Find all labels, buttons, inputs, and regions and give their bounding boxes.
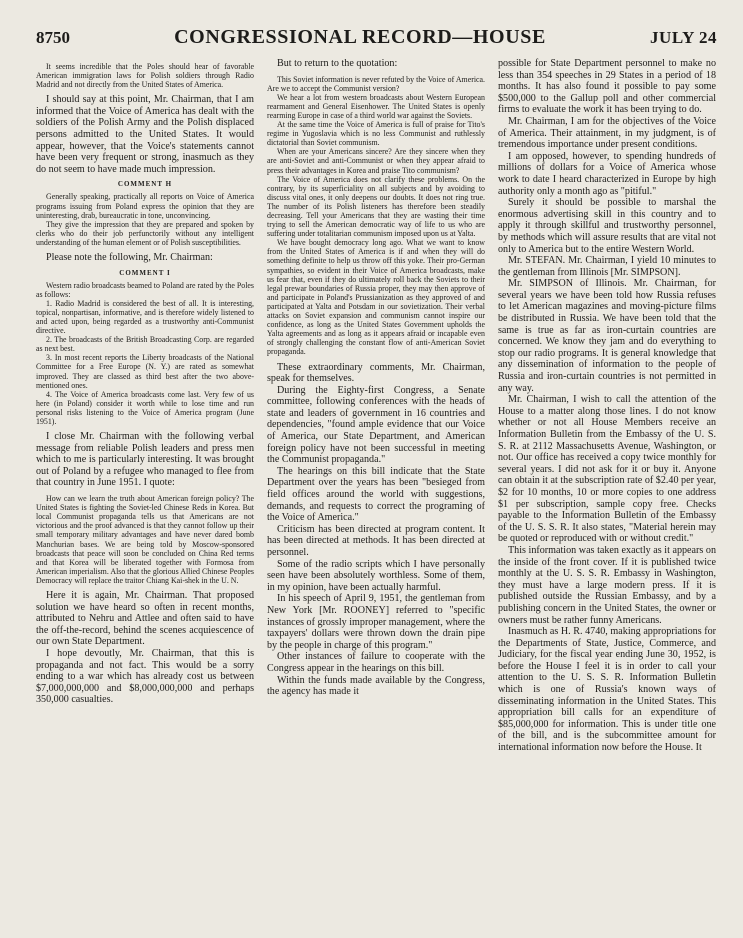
comment-heading: COMMENT I <box>119 268 171 277</box>
speech-paragraph: But to return to the quotation: <box>277 58 398 69</box>
speech-paragraph: I hope devoutly, Mr. Chairman, that this is propaganda and not fact. This would be a sorry ending to a war which has already cost us between $7,000,000,000 and $8,000,000,000 and perhaps 350,000 casualties. <box>36 647 254 706</box>
speech-paragraph: These extraordinary comments, Mr. Chairman, speak for themselves. <box>267 361 485 385</box>
quoted-paragraph: 3. In most recent reports the Liberty broadcasts of the National Committee for a Free Europe (N. Y.) are rated as somewhat improved. They are classed as third best after the two above-mentioned ones. <box>36 353 254 390</box>
speech-block <box>36 252 254 264</box>
quoted-paragraph: We hear a lot from western broadcasts about Western European rearmament and General Eisenhower. The United States is openly rearming Europe in case of a third world war against the Soviets. <box>267 92 485 120</box>
quoted-paragraph: How can we learn the truth about American foreign policy? The United States is fighting the Soviet-led Chinese Reds in Korea. But local Communist propaganda tells us that Americans are not victorious and the proof advanced is that they cannot follow up their small temporary military advantages and have never dared bomb Manchurian bases. We are being told by Moscow-sponsored broadcasts that peace will soon be concluded on China Red terms and that Korea will be liberated together with Formosa from American imperialism. Also that the glorious Allied Chinese Peoples Democracy will replace the traitor Chiang Kai-shek in the U. N. <box>36 494 254 585</box>
quoted-paragraph: The Voice of America does not clarify these problems. On the contrary, by its superficiality on all subjects and by avoiding to discuss vital ones, it only deepens our doubts. It does not ring true. The number of its Polish listeners has therefore been steadily decreasing. Tell your Americans that they are wasting their time trying to sell the American democratic way of life to us who are suffering under totalitarian communism imposed upon us at Yalta. <box>267 174 485 239</box>
speech-block <box>498 58 716 754</box>
quoted-paragraph: 1. Radio Madrid is considered the best of all. It is interesting, topical, nonpartisan, informative, and is therefore widely listened to and acted upon, being regarded as a trustworthy anti-Communist directive. <box>36 298 254 336</box>
quoted-paragraph: At the same time the Voice of America is full of praise for Tito's regime in Yugoslavia which is no less Communist and ruthlessly dictatorial than Soviet communism. <box>267 120 485 148</box>
text-columns <box>36 58 717 938</box>
speech-paragraph: This information was taken exactly as it appears on the inside of the front cover. If it is published twice monthly at the U. S. S. R. Embassy in Washington, they must have a large modern press. If it is published outside the Russian Embassy, and by a publishing concern in the United States, the owner or owners must be rather funny Americans. <box>498 544 716 626</box>
column-2 <box>267 58 485 938</box>
quoted-block <box>267 75 485 357</box>
quoted-paragraph: 2. The broadcasts of the British Broadcasting Corp. are regarded as next best. <box>36 335 254 354</box>
speech-block <box>36 590 254 706</box>
speech-paragraph: Mr. SIMPSON of Illinois. Mr. Chairman, for several years we have been told how Russia refuses to let American magazines and moving-picture films be distributed in Russia. We have been told that the same is true as far as iron-curtain countries are concerned. We know they jam and do everything to stop our radio programs. It is general knowledge that any dissemination of information to the people of Russia and iron-curtain countries is not permitted in any way. <box>498 278 716 394</box>
quoted-block <box>36 192 254 247</box>
comment-heading: COMMENT H <box>117 180 173 189</box>
speech-paragraph: Here it is again, Mr. Chairman. That proposed solution we have heard so often in recent months, attributed to Nehru and Attlee and often said to have the off-the-record, behind the scenes acquiescence of our own State Department. <box>36 590 254 648</box>
speech-block <box>267 362 485 698</box>
speech-paragraph: Within the funds made available by the Congress, the agency has made it <box>267 674 485 698</box>
column-1 <box>36 58 254 938</box>
speech-block <box>36 94 254 175</box>
speech-paragraph: The hearings on this bill indicate that the State Department over the years has been "besieged from field offices around the world with suggestions, demands, and requests to correct the programing of the Voice of America." <box>267 465 485 524</box>
quoted-block <box>36 281 254 427</box>
speech-paragraph: In his speech of April 9, 1951, the gentleman from New York [Mr. ROONEY] referred to "specific instances of grossly improper management, where the taxpayers' dollars were thrown down the drain pipe by the people in charge of this program." <box>267 593 485 651</box>
speech-paragraph: Surely it should be possible to marshal the enormous advertising skill in this country and to apply it through skillful and trustworthy personnel, by methods which will assure results that are vital not only to America but to the entire Western World. <box>498 197 716 255</box>
quoted-paragraph: When are your Americans sincere? Are they sincere when they are anti-Soviet and anti-Communist or when they appear afraid to press their advantages in Korea and praise Tito communism? <box>267 147 485 175</box>
column-3 <box>498 58 716 938</box>
speech-paragraph: Other instances of failure to cooperate with the Congress appear in the hearings on this bill. <box>267 651 485 674</box>
page-header <box>36 26 717 48</box>
quoted-paragraph: This Soviet information is never refuted by the Voice of America. Are we to accept the Communist version? <box>267 74 485 93</box>
speech-paragraph: possible for State Department personnel to make no less than 354 speeches in 29 States in a period of 18 months. It has also found it possible to pay some $500,000 to the Gallup poll and other commercial firms to evaluate the work it has been trying to do. <box>498 58 716 116</box>
speech-paragraph: I should say at this point, Mr. Chairman, that I am informed that the Voice of America has dealt with the soldiers of the Polish Army and the Polish displaced persons admitted to the United States. It would appear, however, that the Voice's statements cannot have been very frequent or strong, inasmuch as they do not seem to have made much impression. <box>36 94 254 175</box>
quoted-paragraph: They give the impression that they are prepared and spoken by clerks who do their job perfunctorily without any intelligent understanding of the human element or of Polish susceptibilities. <box>36 219 254 247</box>
page-date: JULY 24 <box>650 28 717 47</box>
speech-paragraph: Some of the radio scripts which I have personally seen have been absolutely worthless. Some of them, in my opinion, have been actually harmful. <box>267 558 485 593</box>
speech-block <box>267 58 485 70</box>
speech-paragraph: Please note the following, Mr. Chairman: <box>46 252 213 263</box>
speech-paragraph: I close Mr. Chairman with the following verbal message from reliable Polish leaders and press men which to me is particularly interesting. It was brought out of Poland by a refugee who managed to flee from that country in June 1951. I quote: <box>36 431 254 489</box>
speech-paragraph: Inasmuch as H. R. 4740, making appropriations for the Departments of State, Justice, Commerce, and Judiciary, for the fiscal year ending June 30, 1952, is before the House I feel it is in order to call your attention to the U. S. S. R. Information Bulletin which is one of Russia's known ways of disseminating information in the United States. This appropriation bill calls for an expenditure of $85,000,000 for information. This is under title one of the bill, and is the subcommittee amount for international information now before the House. It <box>498 626 716 754</box>
page-number: 8750 <box>36 28 70 47</box>
publication-title: CONGRESSIONAL RECORD—HOUSE <box>174 26 546 48</box>
quoted-block <box>36 494 254 585</box>
speech-paragraph: I am opposed, however, to spending hundreds of millions of dollars for a Voice of America whose work to date I heard characterized in Europe by high authority only a month ago as "pitiful." <box>498 150 716 197</box>
quoted-block <box>36 62 254 89</box>
speech-paragraph: Mr. Chairman, I am for the objectives of the Voice of America. Their attainment, in my judgment, is of tremendous importance under present conditions. <box>498 115 716 151</box>
speech-block <box>36 431 254 489</box>
speech-paragraph: Mr. Chairman, I wish to call the attention of the House to a matter along those lines. I do not know whether or not all House Members receive an Information Bulletin from the Embassy of the U. S. S. R. at 2112 Massachusetts Avenue, Washington, or not. Our office has received a copy twice monthly for several years. I did not ask for it or buy it. Anyone can obtain it at the subscription rate of $2.40 per year, $2 for 10 months, 10 or more copies to one address $1 per subscription, sample copy free. Checks payable to the Information Bulletin of the Embassy of the U. S. S. R. It also states, "Material herein may be quoted or reproduced with or without credit." <box>498 394 716 545</box>
quoted-paragraph: Generally speaking, practically all reports on Voice of America programs issuing from Poland express the opinion that they are uninteresting, drab, bureaucratic in tone, unconvincing. <box>36 192 254 220</box>
quoted-paragraph: 4. The Voice of America broadcasts come last. Very few of us here (in Poland) consider it worth while to lose time and run personal risks listening to the Voice of America program (June 1951). <box>36 389 254 426</box>
quoted-paragraph: We have bought democracy long ago. What we want to know from the United States of America is if and when they will do something definite to help us throw off this yoke. Their pro-German sympathies, so evident in their Voice of America broadcasts, make us fear that, even if they do ultimately roll back the Soviets to their legal prewar boundaries of Russia proper, they may then approve of and participate in Poland's Prussianization as they approved of and participated at Yalta and Potsdam in our sovietization. Their verbal attacks on Soviet expansion and communism cannot inspire our confidence, as long as the United States Government upholds the Yalta agreements and as long as it appears afraid or incapable even of strongly challenging the constant flow of anti-American Soviet propaganda. <box>267 238 485 357</box>
speech-paragraph: Criticism has been directed at program content. It has been directed at methods. It has been directed at personnel. <box>267 523 485 558</box>
speech-paragraph: During the Eighty-first Congress, a Senate committee, following conferences with the heads of state and leaders of government in 16 countries and dependencies, "found ample evidence that our Voice of America, our State Department, and American foreign policy have not been successful in meeting the Communist propaganda." <box>267 384 485 466</box>
quoted-paragraph: Western radio broadcasts beamed to Poland are rated by the Poles as follows: <box>36 280 254 299</box>
speech-paragraph: Mr. STEFAN. Mr. Chairman, I yield 10 minutes to the gentleman from Illinois [Mr. SIMPSON]. <box>498 255 716 278</box>
quoted-paragraph: It seems incredible that the Poles should hear of favorable American immigration laws for Polish soldiers through Radio Madrid and not directly from the United States of America. <box>36 62 254 90</box>
